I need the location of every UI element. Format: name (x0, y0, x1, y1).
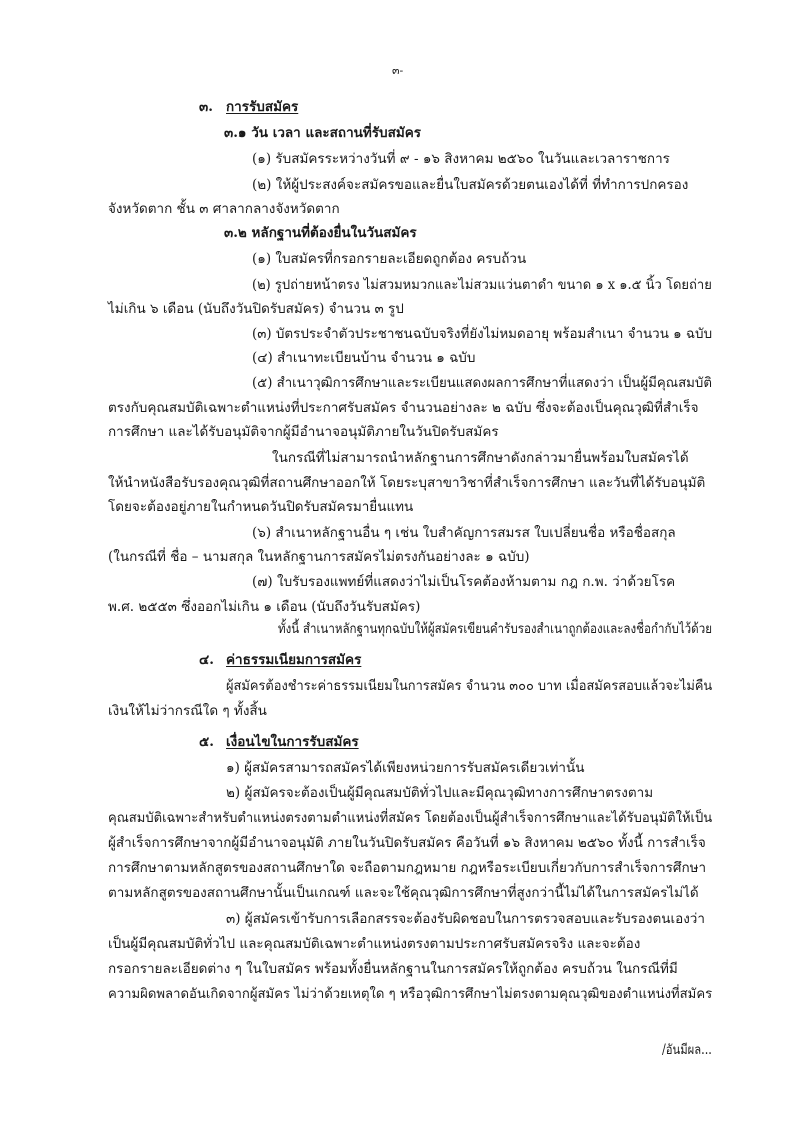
condition-2d: การศึกษาตามหลักสูตรของสถานศึกษาใด จะถือตามกฎหมาย กฎหรือระเบียบเกี่ยวกับการสำเร็จการศึกษา (108, 860, 707, 876)
s32-item-5d: ในกรณีที่ไม่สามารถนำหลักฐานการศึกษาดังกล่าวมายื่นพร้อมใบสมัครได้ (272, 450, 689, 466)
condition-3c: กรอกรายละเอียดต่าง ๆ ในใบสมัคร พร้อมทั้งยื่นหลักฐานในการสมัครให้ถูกต้อง ครบถ้วน ในกรณีที่มี (108, 961, 678, 977)
condition-2a: ๒) ผู้สมัครจะต้องเป็นผู้มีคุณสมบัติทั่วไปและมีคุณวุฒิทางการศึกษาตรงตาม (226, 785, 654, 801)
s32-item-4: (๔) สำเนาทะเบียนบ้าน จำนวน ๑ ฉบับ (252, 350, 476, 366)
condition-3d: ความผิดพลาดอันเกิดจากผู้สมัคร ไม่ว่าด้วยเหตุใด ๆ หรือวุฒิการศึกษาไม่ตรงตามคุณวุฒิของตำแหน่งที่สมัคร (108, 986, 713, 1002)
section-3-title: การรับสมัคร (226, 99, 299, 115)
section-5-title: เงื่อนไขในการรับสมัคร (226, 734, 359, 750)
condition-1: ๑) ผู้สมัครสามารถสมัครได้เพียงหน่วยการรับสมัครเดียวเท่านั้น (226, 760, 585, 776)
condition-3b: เป็นผู้มีคุณสมบัติทั่วไป และคุณสมบัติเฉพาะตำแหน่งตรงตามประกาศรับสมัครจริง และจะต้อง (108, 936, 641, 952)
condition-2c: ผู้สำเร็จการศึกษาจากผู้มีอำนาจอนุมัติ ภายในวันปิดรับสมัคร คือวันที่ ๑๖ สิงหาคม ๒๕๖๐ ทั้งนี้ การสำเร็จ (108, 835, 706, 851)
s32-item-5e: ให้นำหนังสือรับรองคุณวุฒิที่สถานศึกษาออกให้ โดยระบุสาขาวิชาที่สำเร็จการศึกษา และวันที่ได้รับอนุมัติ (108, 475, 706, 491)
s31-item-2a: (๒) ให้ผู้ประสงค์จะสมัครขอและยื่นใบสมัครด้วยตนเองได้ที่ ที่ทำการปกครอง (252, 177, 689, 193)
s32-item-6b: (ในกรณีที่ ชื่อ – นามสกุล ในหลักฐานการสมัครไม่ตรงกันอย่างละ ๑ ฉบับ) (108, 549, 530, 565)
s32-item-5f: โดยจะต้องอยู่ภายในกำหนดวันปิดรับสมัครมายื่นแทน (108, 499, 414, 515)
section-4-text-b: เงินให้ไม่ว่ากรณีใด ๆ ทั้งสิ้น (108, 703, 267, 719)
section-4-text-a: ผู้สมัครต้องชำระค่าธรรมเนียมในการสมัคร จำนวน ๓๐๐ บาท เมื่อสมัครสอบแล้วจะไม่คืน (226, 678, 713, 694)
section-5-number: ๕. (199, 734, 214, 750)
s32-item-6a: (๖) สำเนาหลักฐานอื่น ๆ เช่น ใบสำคัญการสมรส ใบเปลี่ยนชื่อ หรือชื่อสกุล (252, 525, 676, 541)
section-3-number: ๓. (199, 99, 213, 115)
condition-2b: คุณสมบัติเฉพาะสำหรับตำแหน่งตรงตามตำแหน่งที่สมัคร โดยต้องเป็นผู้สำเร็จการศึกษาและได้รับอนุมัติให้เป็น (108, 810, 713, 826)
s32-item-5c: การศึกษา และได้รับอนุมัติจากผู้มีอำนาจอนุมัติภายในวันปิดรับสมัคร (108, 424, 499, 440)
s32-item-5b: ตรงกับคุณสมบัติเฉพาะตำแหน่งที่ประกาศรับสมัคร จำนวนอย่างละ ๒ ฉบับ ซึ่งจะต้องเป็นคุณวุฒิที่สำเร็จ (108, 400, 699, 416)
condition-3a: ๓) ผู้สมัครเข้ารับการเลือกสรรจะต้องรับผิดชอบในการตรวจสอบและรับรองตนเองว่า (226, 911, 705, 927)
page-number: ๓- (392, 64, 404, 77)
s32-item-2a: (๒) รูปถ่ายหน้าตรง ไม่สวมหมวกและไม่สวมแว่นตาดำ ขนาด ๑ x ๑.๕ นิ้ว โดยถ่าย (252, 277, 712, 293)
condition-2e: ตามหลักสูตรของสถานศึกษานั้นเป็นเกณฑ์ และจะใช้คุณวุฒิการศึกษาที่สูงกว่านี้ไม่ได้ในการสมัครไม่ได้ (108, 885, 699, 901)
s32-item-5a: (๕) สำเนาวุฒิการศึกษาและระเบียนแสดงผลการศึกษาที่แสดงว่า เป็นผู้มีคุณสมบัติ (252, 375, 712, 391)
s32-item-7b: พ.ศ. ๒๕๕๓ ซึ่งออกไม่เกิน ๑ เดือน (นับถึงวันรับสมัคร) (108, 599, 421, 615)
s32-item-7a: (๗) ใบรับรองแพทย์ที่แสดงว่าไม่เป็นโรคต้องห้ามตาม กฎ ก.พ. ว่าด้วยโรค (252, 574, 676, 590)
s32-item-2b: ไม่เกิน ๖ เดือน (นับถึงวันปิดรับสมัคร) จำนวน ๓ รูป (108, 301, 404, 317)
section-4-title: ค่าธรรมเนียมการสมัคร (226, 652, 362, 668)
subsection-3-1-title: ๓.๑ วัน เวลา และสถานที่รับสมัคร (224, 125, 422, 141)
s31-item-2b: จังหวัดตาก ชั้น ๓ ศาลากลางจังหวัดตาก (108, 201, 340, 217)
s31-item-1: (๑) รับสมัครระหว่างวันที่ ๙ - ๑๖ สิงหาคม ๒๕๖๐ ในวันและเวลาราชการ (252, 151, 670, 167)
subsection-3-2-title: ๓.๒ หลักฐานที่ต้องยื่นในวันสมัคร (224, 225, 417, 241)
continued-marker: /อันมีผล... (662, 1042, 712, 1058)
s32-item-1: (๑) ใบสมัครที่กรอกรายละเอียดถูกต้อง ครบถ้วน (252, 251, 527, 267)
section-4-number: ๔. (199, 652, 214, 668)
s32-note: ทั้งนี้ สำเนาหลักฐานทุกฉบับให้ผู้สมัครเขียนคำรับรองสำเนาถูกต้องและลงชื่อกำกับไว้ด้วย (278, 621, 712, 637)
s32-item-3: (๓) บัตรประจำตัวประชาชนฉบับจริงที่ยังไม่หมดอายุ พร้อมสำเนา จำนวน ๑ ฉบับ (252, 326, 713, 342)
